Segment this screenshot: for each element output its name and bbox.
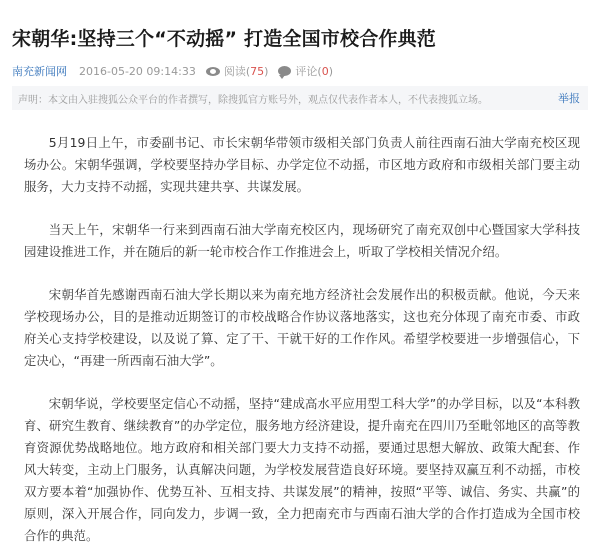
report-link[interactable]: 举报 xyxy=(558,92,580,105)
read-count: 阅读 ( 75 ) xyxy=(206,63,269,79)
article-paragraph: 宋朝华说，学校要坚定信心不动摇，坚持“建成高水平应用型工科大学”的办学目标，以及“本科教育、研究生教育、继续教育”的办学定位，服务地方经济建设，提升南充在四川乃至毗邻地区的高等教育资源优势战略地位。地方政府和相关部门要大力支持不动摇，要通过思想大解放、政策大配套、作风大转变，主动上门服务，认真解决问题，为学校发展营造良好环境。要坚持双赢互利不动摇，市校双方要本着“加强协作、优势互补、互相支持、共谋发展”的精神，按照“平等、诚信、务实、共赢”的原则，深入开展合作，同向发力，步调一致，全力把南充市与西南石油大学的合作打造成为全国市校合作的典范。 xyxy=(24,396,580,543)
article-body xyxy=(12,132,588,547)
comment-count[interactable]: 评论 ( 0 ) xyxy=(278,63,333,79)
read-count-value: 75 xyxy=(250,64,265,78)
source-link[interactable]: 南充新闻网 xyxy=(12,65,67,78)
comment-count-value: 0 xyxy=(321,64,329,78)
comment-label: 评论 xyxy=(295,65,318,78)
disclaimer-text: 声明：本文由入驻搜狐公众平台的作者撰写，除搜狐官方账号外，观点仅代表作者本人，不代表搜狐立场。 xyxy=(18,94,488,106)
disclaimer-bar xyxy=(12,86,588,110)
article-paragraph: 5月19日上午，市委副书记、市长宋朝华带领市级相关部门负责人前往西南石油大学南充校区现场办公。宋朝华强调，学校要坚持办学目标、办学定位不动摇，市区地方政府和市级相关部门要主动服务，大力支持不动摇，实现共建共享、共谋发展。 xyxy=(24,135,580,194)
article-paragraph: 宋朝华首先感谢西南石油大学长期以来为南充地方经济社会发展作出的积极贡献。他说，今天来学校现场办公，目的是推动近期签订的市校战略合作协议落地落实，这也充分体现了南充市委、市政府关心支持学校建设，以及说了算、定了干、干就干好的工作作风。希望学校要进一步增强信心，下定决心，“再建一所西南石油大学”。 xyxy=(24,287,580,368)
comment-icon xyxy=(278,66,291,76)
eye-icon xyxy=(206,67,220,76)
read-label: 阅读 xyxy=(223,65,246,78)
article-meta xyxy=(12,62,588,80)
article-paragraph: 当天上午，宋朝华一行来到西南石油大学南充校区内，现场研究了南充双创中心暨国家大学科技园建设推进工作，并在随后的新一轮市校合作工作推进会上，听取了学校相关情况介绍。 xyxy=(24,222,580,259)
publish-date: 2016-05-20 09:14:33 xyxy=(79,64,196,78)
article-title: 宋朝华:坚持三个“不动摇” 打造全国市校合作典范 xyxy=(12,28,436,50)
